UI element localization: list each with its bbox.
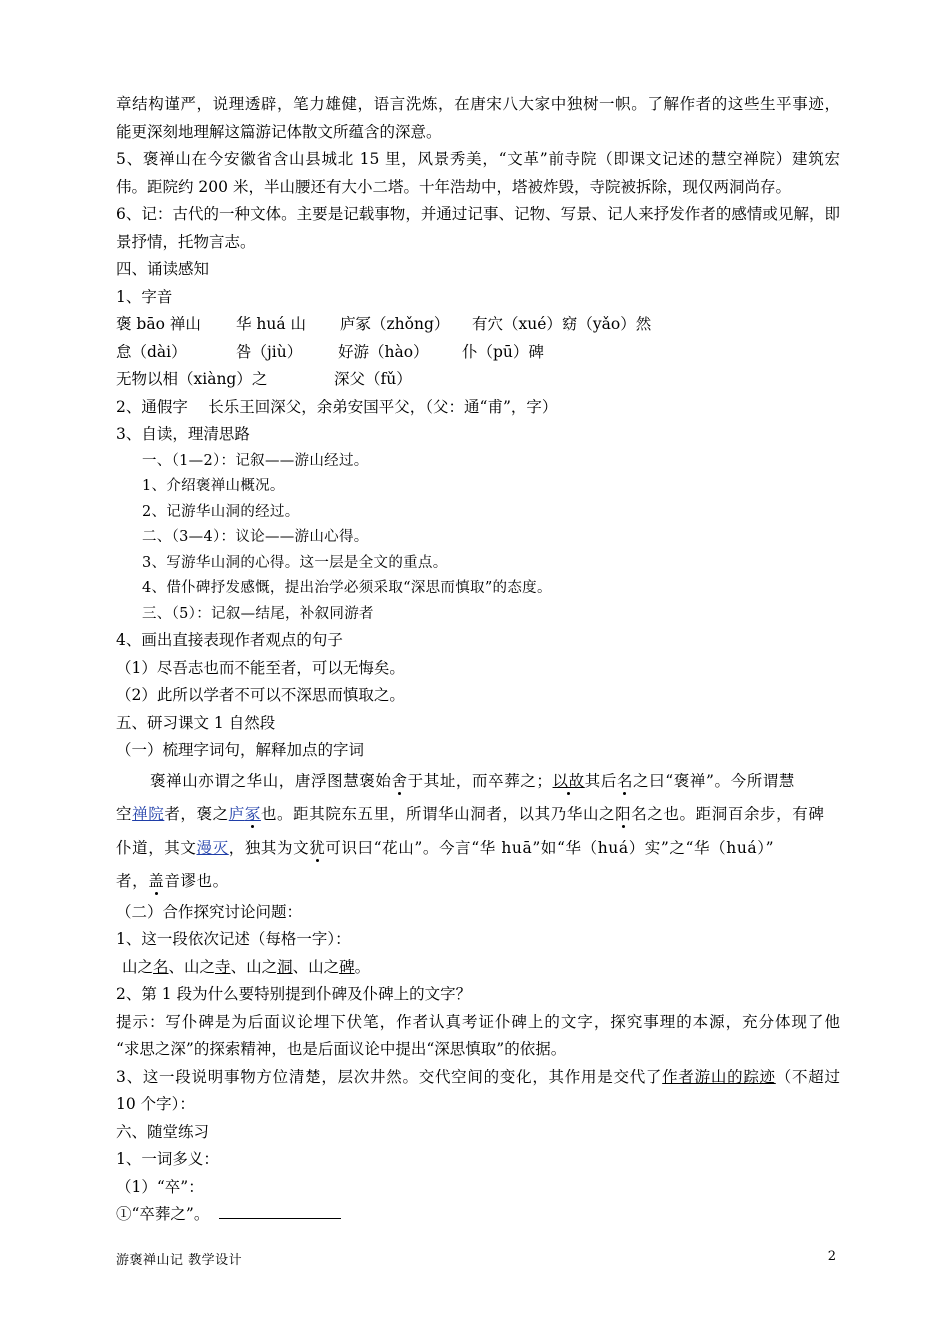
footer-title: 游褒禅山记 教学设计 xyxy=(116,1253,243,1268)
text-run: 可识曰“花山”。今言“华 huā”如“华（huá）实”之“华（huá）” xyxy=(325,838,775,857)
glossary-link[interactable]: 禅院 xyxy=(132,805,165,823)
answer-blank: 碑 xyxy=(339,957,355,976)
paragraph-line: 提示：写仆碑是为后面议论埋下伏笔，作者认真考证仆碑上的文字，探究事理的本源，充分体现了他 xyxy=(116,1012,840,1031)
dotted-word: 名 xyxy=(616,771,634,790)
outline-item: 三、（5）：记叙—结尾，补叙同游者 xyxy=(142,605,374,622)
dotted-word: 冢 xyxy=(244,805,261,823)
text-run: 之曰“褒禅”。今所谓慧 xyxy=(633,771,795,790)
subheading: 4、画出直接表现作者观点的句子 xyxy=(116,631,343,649)
text-run: 、山之 xyxy=(168,957,216,976)
paragraph-line: “求思之深”的探索精神，也是后面议论中提出“深思慎取”的依据。 xyxy=(116,1040,567,1058)
answer-blank-line[interactable] xyxy=(219,1202,341,1219)
section-heading: 四、诵读感知 xyxy=(116,260,210,278)
text-run: 褒禅山亦谓之华山，唐浮图慧褒始 xyxy=(150,771,392,790)
outline-item: 二、（3—4）：议论——游山心得。 xyxy=(142,529,369,545)
pronunciation-item: 好游（hào） xyxy=(338,342,429,361)
pronunciation-item: 无物以相（xiàng）之 xyxy=(116,370,268,388)
outline-item: 3、写游华山洞的心得。这一层是全文的重点。 xyxy=(142,554,448,571)
page-number: 2 xyxy=(827,1249,836,1264)
subheading: 2、通假字 长乐王回深父，余弟安国平父，（父：通“甫”，字） xyxy=(116,397,558,416)
pronunciation-item: 庐冢（zhǒng） xyxy=(340,315,450,333)
paragraph-line: 10 个字）： xyxy=(116,1095,195,1113)
text-run: 于其址，而卒葬之； xyxy=(407,771,553,790)
subheading: （二）合作探究讨论问题： xyxy=(116,902,303,921)
dotted-word: 阳 xyxy=(615,805,632,823)
dotted-word: 舍 xyxy=(391,771,408,790)
answer-blank: 作者游山的踪迹 xyxy=(662,1067,776,1086)
dotted-word: 以故 xyxy=(552,771,585,790)
outline-item: 一、（1—2）：记叙——游山经过。 xyxy=(142,452,369,469)
exercise-prompt: ①“卒葬之”。 xyxy=(116,1205,210,1223)
quote-line: （2）此所以学者不可以不深思而慎取之。 xyxy=(116,686,405,704)
pronunciation-item: 仆（pū）碑 xyxy=(462,342,544,361)
pronunciation-item: 怠（dài） xyxy=(116,342,187,361)
question-line: 1、这一段依次记述（每格一字）： xyxy=(116,930,351,948)
subheading: （一）梳理字词句，解释加点的字词 xyxy=(116,741,365,759)
exercise-line xyxy=(116,1201,840,1229)
question-line: （1）“卒”： xyxy=(116,1177,204,1196)
text-run: 、山之 xyxy=(292,957,340,976)
link-text: 庐 xyxy=(228,805,245,823)
text-run: 者，褒之 xyxy=(164,805,229,823)
quote-line: （1）尽吾志也而不能至者，可以无悔矣。 xyxy=(116,658,405,677)
text-run: 。 xyxy=(354,957,371,976)
text-run: 也。距其院东五里，所谓华山洞者，以其乃华山之 xyxy=(260,805,616,823)
dotted-word: 盖 xyxy=(148,872,165,890)
paragraph-line: 能更深刻地理解这篇游记体散文所蕴含的深意。 xyxy=(116,122,442,141)
text-run: 音谬也。 xyxy=(164,872,229,890)
glossary-link[interactable]: 漫灭 xyxy=(196,838,229,857)
subheading: 1、一词多义： xyxy=(116,1150,219,1168)
paragraph-line: 章结构谨严，说理透辟，笔力雄健，语言洗炼，在唐宋八大家中独树一帜。了解作者的这些生平事迹， xyxy=(116,95,840,113)
text-run: ，独其为文 xyxy=(228,838,310,857)
text-run: 其后 xyxy=(584,771,617,790)
pronunciation-item: 华 huá 山 xyxy=(236,315,307,333)
answer-blank: 洞 xyxy=(277,957,293,976)
document-body xyxy=(116,91,840,1229)
answer-blank: 名 xyxy=(153,957,169,976)
text-run: 空 xyxy=(116,805,133,823)
answer-blank: 寺 xyxy=(215,957,231,976)
text-run: （不超过 xyxy=(775,1067,840,1086)
subheading: 3、自读，理清思路 xyxy=(116,425,250,443)
pronunciation-item: 深父（fǔ） xyxy=(334,370,412,388)
dotted-word: 犹 xyxy=(309,838,326,857)
text-run: 者， xyxy=(116,872,149,890)
outline-item: 2、记游华山洞的经过。 xyxy=(142,503,300,520)
pronunciation-item: 有穴（xué）窈（yǎo）然 xyxy=(472,315,652,333)
pronunciation-row xyxy=(116,311,840,339)
classical-text-line xyxy=(116,765,840,799)
section-heading: 六、随堂练习 xyxy=(116,1122,210,1141)
text-run: 山之 xyxy=(122,957,154,976)
subheading: 1、字音 xyxy=(116,287,173,306)
paragraph-line: 5、褒禅山在今安徽省含山县城北 15 里，风景秀美，“文革”前寺院（即课文记述的慧空禅院）建筑宏 xyxy=(116,150,840,168)
paragraph-line: 伟。距院约 200 米，半山腰还有大小二塔。十年浩劫中，塔被炸毁，寺院被拆除，现仅两洞尚存。 xyxy=(116,177,791,196)
classical-text-line xyxy=(116,865,840,899)
text-run: 名之也。距洞百余步，有碑 xyxy=(631,805,825,823)
pronunciation-item: 咎（jiù） xyxy=(236,342,303,361)
question-line xyxy=(116,1064,840,1092)
text-run: 仆道，其文 xyxy=(116,838,197,857)
classical-text-line xyxy=(116,832,840,866)
pronunciation-item: 褒 bāo 禅山 xyxy=(116,315,201,333)
outline-item: 4、借仆碑抒发感慨，提出治学必须采取“深思而慎取”的态度。 xyxy=(142,580,552,596)
paragraph-line: 6、记：古代的一种文体。主要是记载事物，并通过记事、记物、写景、记人来抒发作者的感情或见解，即 xyxy=(116,205,840,223)
paragraph-line: 景抒情，托物言志。 xyxy=(116,232,256,251)
glossary-link[interactable] xyxy=(229,805,261,823)
question-line: 2、第 1 段为什么要特别提到仆碑及仆碑上的文字？ xyxy=(116,985,472,1003)
pronunciation-row xyxy=(116,339,840,367)
answer-line xyxy=(116,954,840,982)
outline-item: 1、介绍褒禅山概况。 xyxy=(142,478,285,494)
text-run: 3、这一段说明事物方位清楚，层次井然。交代空间的变化，其作用是交代了 xyxy=(116,1067,663,1086)
text-run: 、山之 xyxy=(230,957,278,976)
classical-text-line xyxy=(116,798,840,832)
section-heading: 五、研习课文 1 自然段 xyxy=(116,713,276,732)
pronunciation-row xyxy=(116,366,840,394)
